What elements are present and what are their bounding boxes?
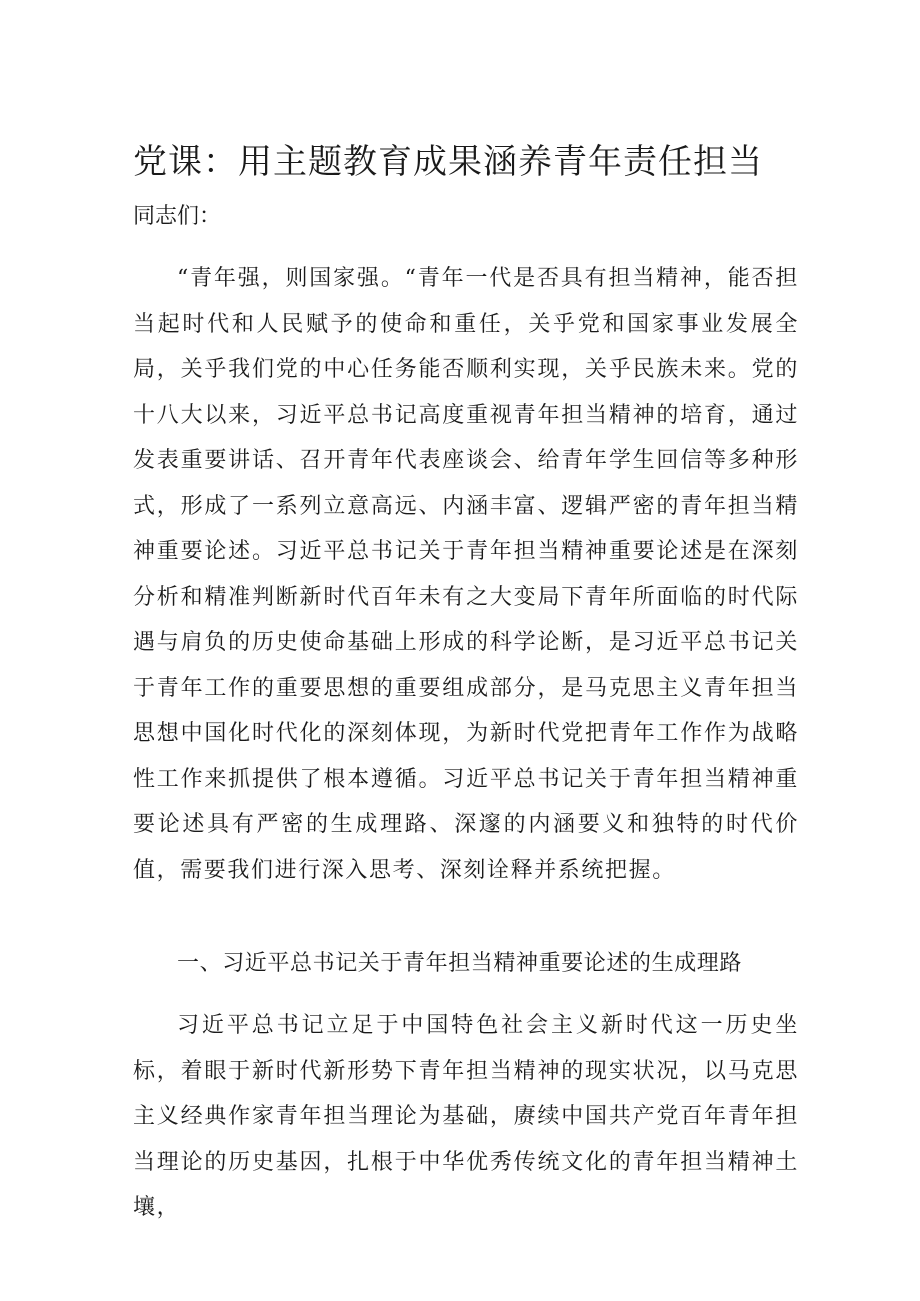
body-paragraph: “青年强，则国家强。“青年一代是否具有担当精神，能否担当起时代和人民赋予的使命和重任，关乎党和国家事业发展全局，关乎我们党的中心任务能否顺利实现，关乎民族未来。党的十八大以来，习近平总书记高度重视青年担当精神的培育，通过发表重要讲话、召开青年代表座谈会、给青年学生回信等多种形式，形成了一系列立意高远、内涵丰富、逻辑严密的青年担当精神重要论述。习近平总书记关于青年担当精神重要论述是在深刻分析和精准判断新时代百年未有之大变局下青年所面临的时代际遇与肩负的历史使命基础上形成的科学论断，是习近平总书记关于青年工作的重要思想的重要组成部分，是马克思主义青年担当思想中国化时代化的深刻体现，为新时代党把青年工作作为战略性工作来抓提供了根本遵循。习近平总书记关于青年担当精神重要论述具有严密的生成理路、深邃的内涵要义和独特的时代价值，需要我们进行深入思考、深刻诠释并系统把握。 [133,266,799,883]
section-heading: 一、习近平总书记关于青年担当精神重要论述的生成理路 [177,951,743,976]
body-paragraph: 习近平总书记立足于中国特色社会主义新时代这一历史坐标，着眼于新时代新形势下青年担当精神的现实状况，以马克思主义经典作家青年担当理论为基础，赓续中国共产党百年青年担当理论的历史基因，扎根于中华优秀传统文化的青年担当精神土壤， [133,1013,799,1220]
salutation: 同志们： [133,204,222,229]
document-title: 党课：用主题教育成果涵养青年责任担当 [133,142,763,182]
